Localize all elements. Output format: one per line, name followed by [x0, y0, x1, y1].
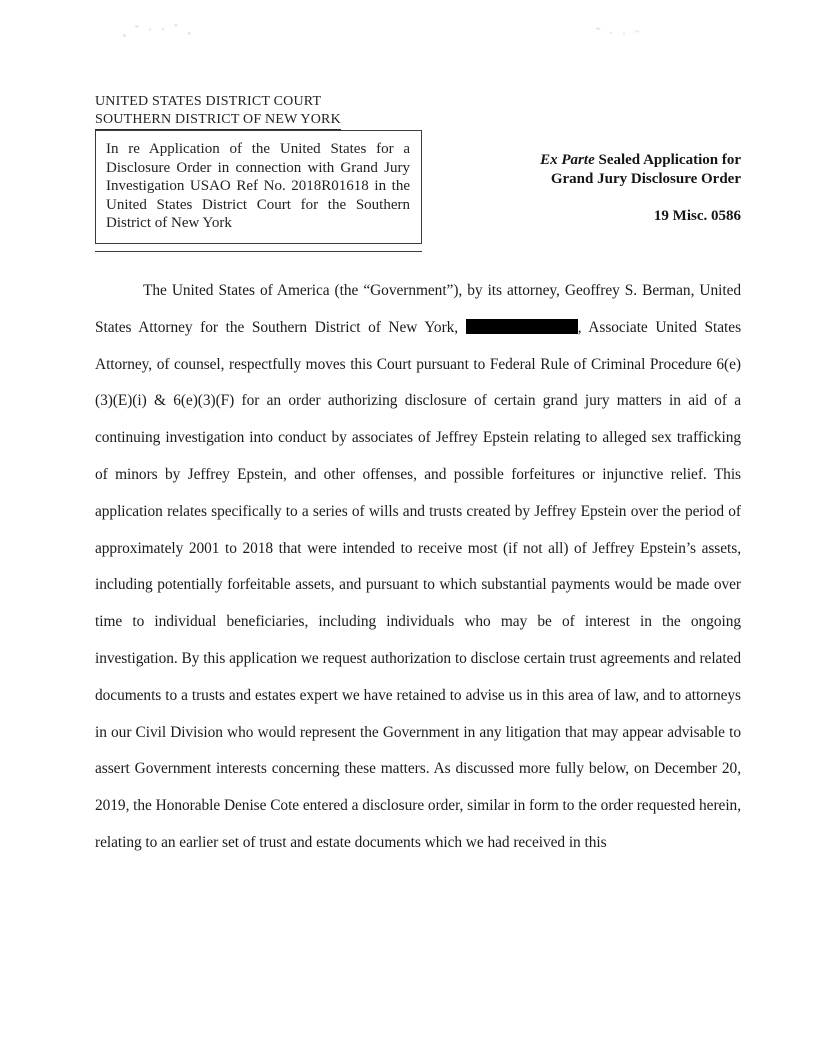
case-caption-text: In re Application of the United States for a Disclosure Order in connection with Grand Jury Investigation USAO Ref No. 2018R01618 in the United States District Court for the Southern District of New York [106, 141, 410, 232]
case-number: 19 Misc. 0586 [653, 207, 741, 224]
caption-right-column [422, 130, 741, 252]
body-text-after-redaction: , Associate United States Attorney, of counsel, respectfully moves this Court pursuant to Federal Rule of Criminal Procedure 6(e)(3)(E)(i) & 6(e)(3)(F) for an order authorizing disclosure of certain grand jury matters in aid of a continuing investigation into conduct by associates of Jeffrey Epstein relating to alleged sex trafficking of minors by Jeffrey Epstein, and other offenses, and possible forfeitures or injunctive relief. This application relates specifically to a series of wills and trusts created by Jeffrey Epstein over the period of approximately 2001 to 2018 that were intended to receive most (if not all) of Jeffrey Epstein’s assets, including potentially forfeitable assets, and pursuant to which substantial payments would be made over time to individual beneficiaries, including individuals who may be of interest in the ongoing investigation. By this application we request authorization to disclose certain trust agreements and related documents to a trusts and estates expert we have retained to advise us in this area of law, and to attorneys in our Civil Division who would represent the Government in any litigation that may appear advisable to assert Government interests concerning these matters. As discussed more fully below, on December 20, 2019, the Honorable Denise Cote entered a disclosure order, similar in form to the order requested herein, relating to an earlier set of trust and estate documents which we had received in this [95, 318, 742, 851]
scan-artifact-left: ¸ ˘ · · ˘ ¸ [121, 20, 195, 38]
redaction-bar [466, 319, 578, 334]
caption-left-column [95, 130, 422, 252]
case-caption-box [95, 130, 422, 244]
body-paragraph [95, 273, 741, 862]
scan-artifact-right: ˜ · · ¨ [595, 24, 643, 42]
court-header [95, 93, 341, 130]
court-district: SOUTHERN DISTRICT OF NEW YORK [95, 111, 341, 131]
caption-section [95, 130, 741, 252]
caption-rule [95, 251, 422, 252]
body-text-before-redaction: The United States of America (the “Government”), by its attorney, Geoffrey S. Berman, United States Attorney for the Southern District of New York, [95, 282, 741, 336]
document-title-exparte: Ex Parte [540, 152, 595, 168]
document-title-line1-rest: Sealed Application for [594, 152, 741, 168]
document-title [422, 151, 741, 189]
court-name: UNITED STATES DISTRICT COURT [95, 94, 322, 109]
document-title-line2: Grand Jury Disclosure Order [550, 170, 741, 187]
